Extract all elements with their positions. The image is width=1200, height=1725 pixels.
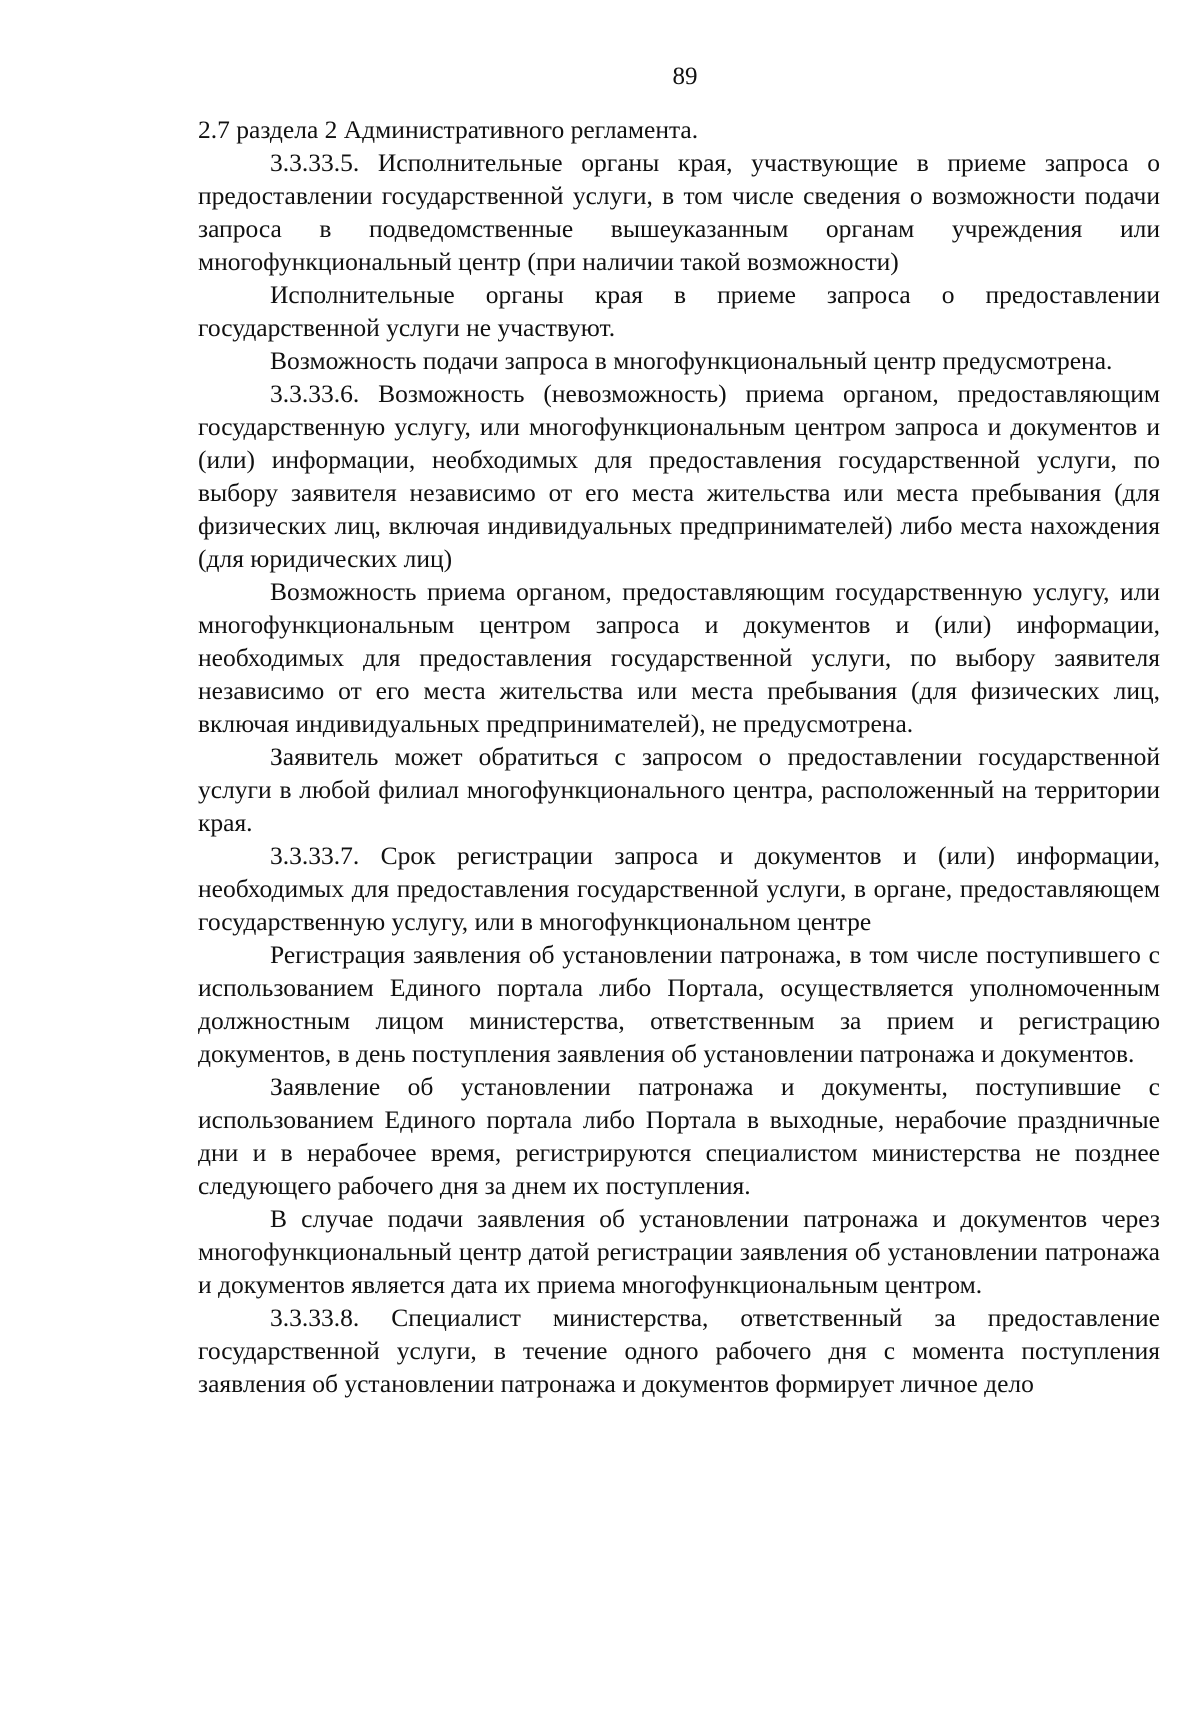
paragraph-continuation: 2.7 раздела 2 Административного регламента. — [198, 115, 699, 144]
paragraph-3-3-33-6: 3.3.33.6. Возможность (невозможность) приема органом, предоставляющим государственную услугу, или многофункциональным центром запроса и документов и (или) информации, необходимых для предоставления государственной услуги, по выбору заявителя независимо от его места жительства или места пребывания (для физических лиц, включая индивидуальных предпринимателей) либо места нахождения (для юридических лиц) — [198, 379, 1160, 573]
paragraph-3-3-33-5: 3.3.33.5. Исполнительные органы края, участвующие в приеме запроса о предоставлении государственной услуги, в том числе сведения о возможности подачи запроса в подведомственные вышеуказанным органам учреждения или многофункциональный центр (при наличии такой возможности) — [198, 148, 1160, 276]
paragraph-3-3-33-8: 3.3.33.8. Специалист министерства, ответственный за предоставление государственной услуги, в течение одного рабочего дня с момента поступления заявления об установлении патронажа и документов формирует личное дело — [198, 1303, 1160, 1398]
paragraph: Регистрация заявления об установлении патронажа, в том числе поступившего с использованием Единого портала либо Портала, осуществляется уполномоченным должностным лицом министерства, ответственным за прием и регистрацию документов, в день поступления заявления об установлении патронажа и документов. — [198, 940, 1160, 1068]
document-body — [198, 113, 1160, 1400]
paragraph-3-3-33-7: 3.3.33.7. Срок регистрации запроса и документов и (или) информации, необходимых для предоставления государственной услуги, в органе, предоставляющем государственную услугу, или в многофункциональном центре — [198, 841, 1160, 936]
paragraph: Заявитель может обратиться с запросом о предоставлении государственной услуги в любой филиал многофункционального центра, расположенный на территории края. — [198, 742, 1160, 837]
paragraph: Возможность подачи запроса в многофункциональный центр предусмотрена. — [270, 346, 1113, 375]
paragraph: Заявление об установлении патронажа и документы, поступившие с использованием Единого портала либо Портала в выходные, нерабочие праздничные дни и в нерабочее время, регистрируются специалистом министерства не позднее следующего рабочего дня за днем их поступления. — [198, 1072, 1160, 1200]
paragraph: Исполнительные органы края в приеме запроса о предоставлении государственной услуги не участвуют. — [198, 280, 1160, 342]
page-number: 89 — [672, 63, 698, 90]
paragraph: В случае подачи заявления об установлении патронажа и документов через многофункциональный центр датой регистрации заявления об установлении патронажа и документов является дата их приема многофункциональным центром. — [198, 1204, 1160, 1299]
paragraph: Возможность приема органом, предоставляющим государственную услугу, или многофункциональным центром запроса и документов и (или) информации, необходимых для предоставления государственной услуги, по выбору заявителя независимо от его места жительства или места пребывания (для физических лиц, включая индивидуальных предпринимателей), не предусмотрена. — [198, 577, 1160, 738]
